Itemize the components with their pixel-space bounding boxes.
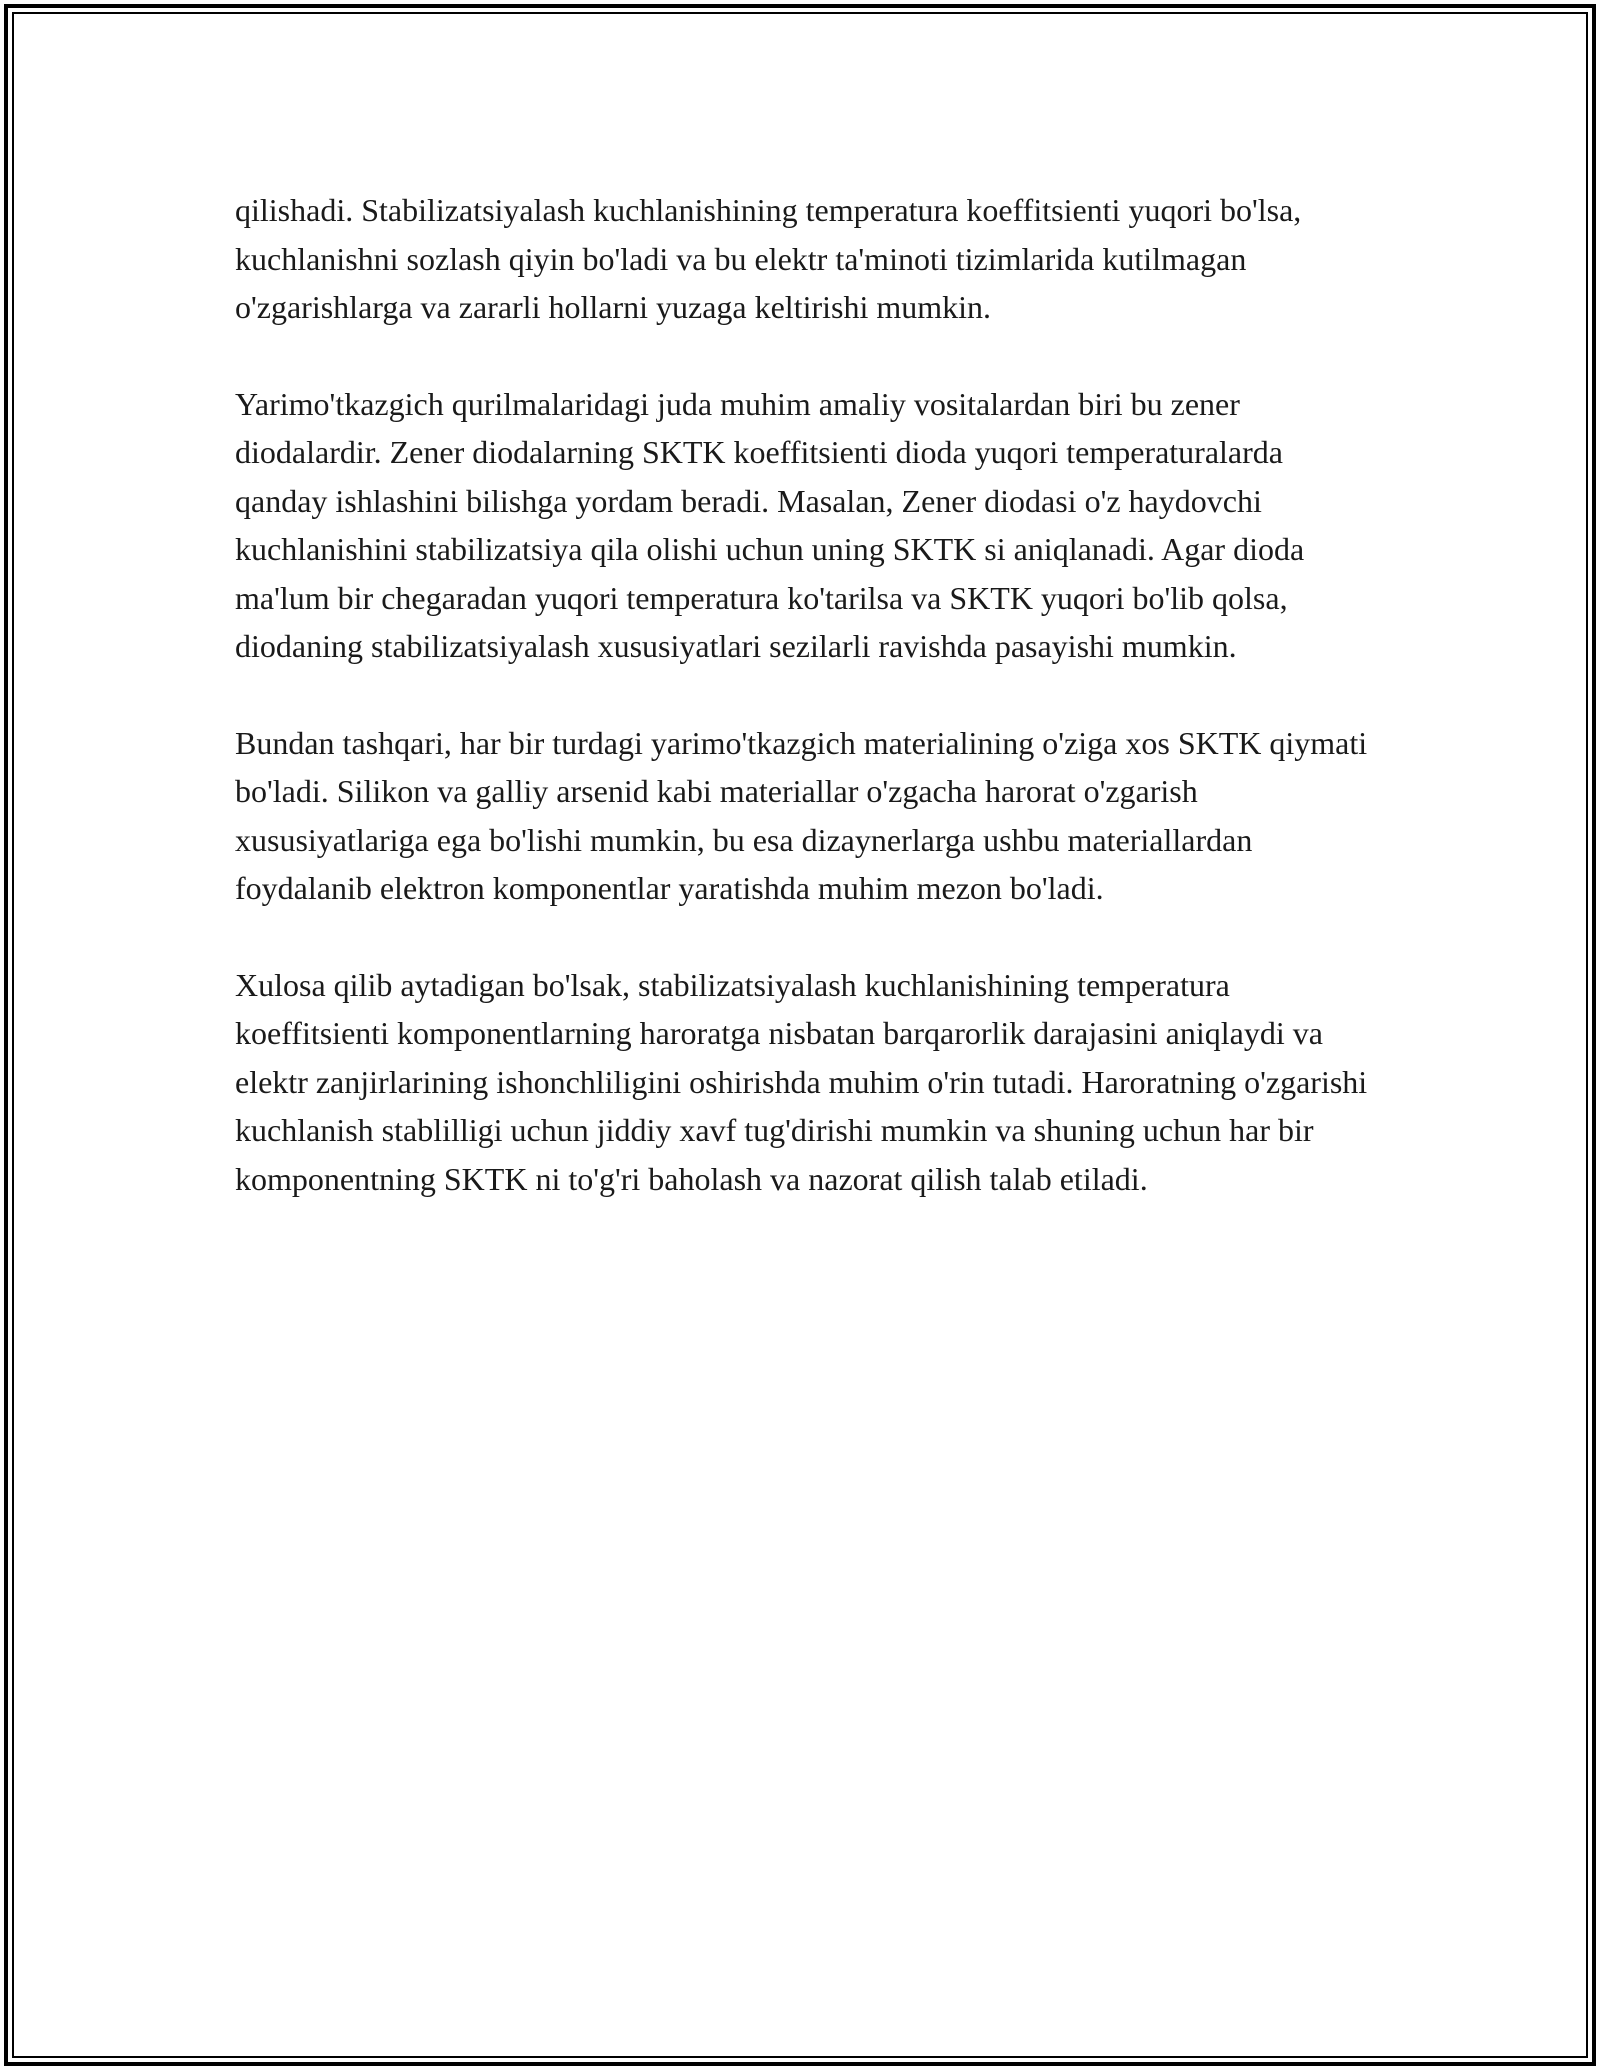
- paragraph-3: Bundan tashqari, har bir turdagi yarimo'tkazgich materialining o'ziga xos SKTK qiymati bo'ladi. Silikon va galliy arsenid kabi materiallar o'zgacha harorat o'zgarish xususiyatlariga ega bo'lishi mumkin, bu esa dizaynerlarga ushbu materiallardan foydalanib elektron komponentlar yaratishda muhim mezon bo'ladi.: [235, 724, 1368, 906]
- paragraph-4: Xulosa qilib aytadigan bo'lsak, stabilizatsiyalash kuchlanishining temperatura koeffitsienti komponentlarning haroratga nisbatan barqarorlik darajasini aniqlaydi va elektr zanjirlarining ishonchliligini oshirishda muhim o'rin tutadi. Haroratning o'zgarishi kuchlanish stablilligi uchun jiddiy xavf tug'dirishi mumkin va shuning uchun har bir komponentning SKTK ni to'g'ri baholash va nazorat qilish talab etiladi.: [235, 966, 1368, 1197]
- paragraph-1: qilishadi. Stabilizatsiyalash kuchlanishining temperatura koeffitsienti yuqori bo'lsa, kuchlanishni sozlash qiyin bo'ladi va bu elektr ta'minoti tizimlarida kutilmagan o'zgarishlarga va zararli hollarni yuzaga keltirishi mumkin.: [235, 192, 1302, 325]
- document-body: [235, 186, 1375, 1251]
- paragraph-2: Yarimo'tkazgich qurilmalaridagi juda muhim amaliy vositalardan biri bu zener diodalardir. Zener diodalarning SKTK koeffitsienti dioda yuqori temperaturalarda qanday ishlashini bilishga yordam beradi. Masalan, Zener diodasi o'z haydovchi kuchlanishini stabilizatsiya qila olishi uchun uning SKTK si aniqlanadi. Agar dioda ma'lum bir chegaradan yuqori temperatura ko'tarilsa va SKTK yuqori bo'lib qolsa, diodaning stabilizatsiyalash xususiyatlari sezilarli ravishda pasayishi mumkin.: [235, 385, 1305, 664]
